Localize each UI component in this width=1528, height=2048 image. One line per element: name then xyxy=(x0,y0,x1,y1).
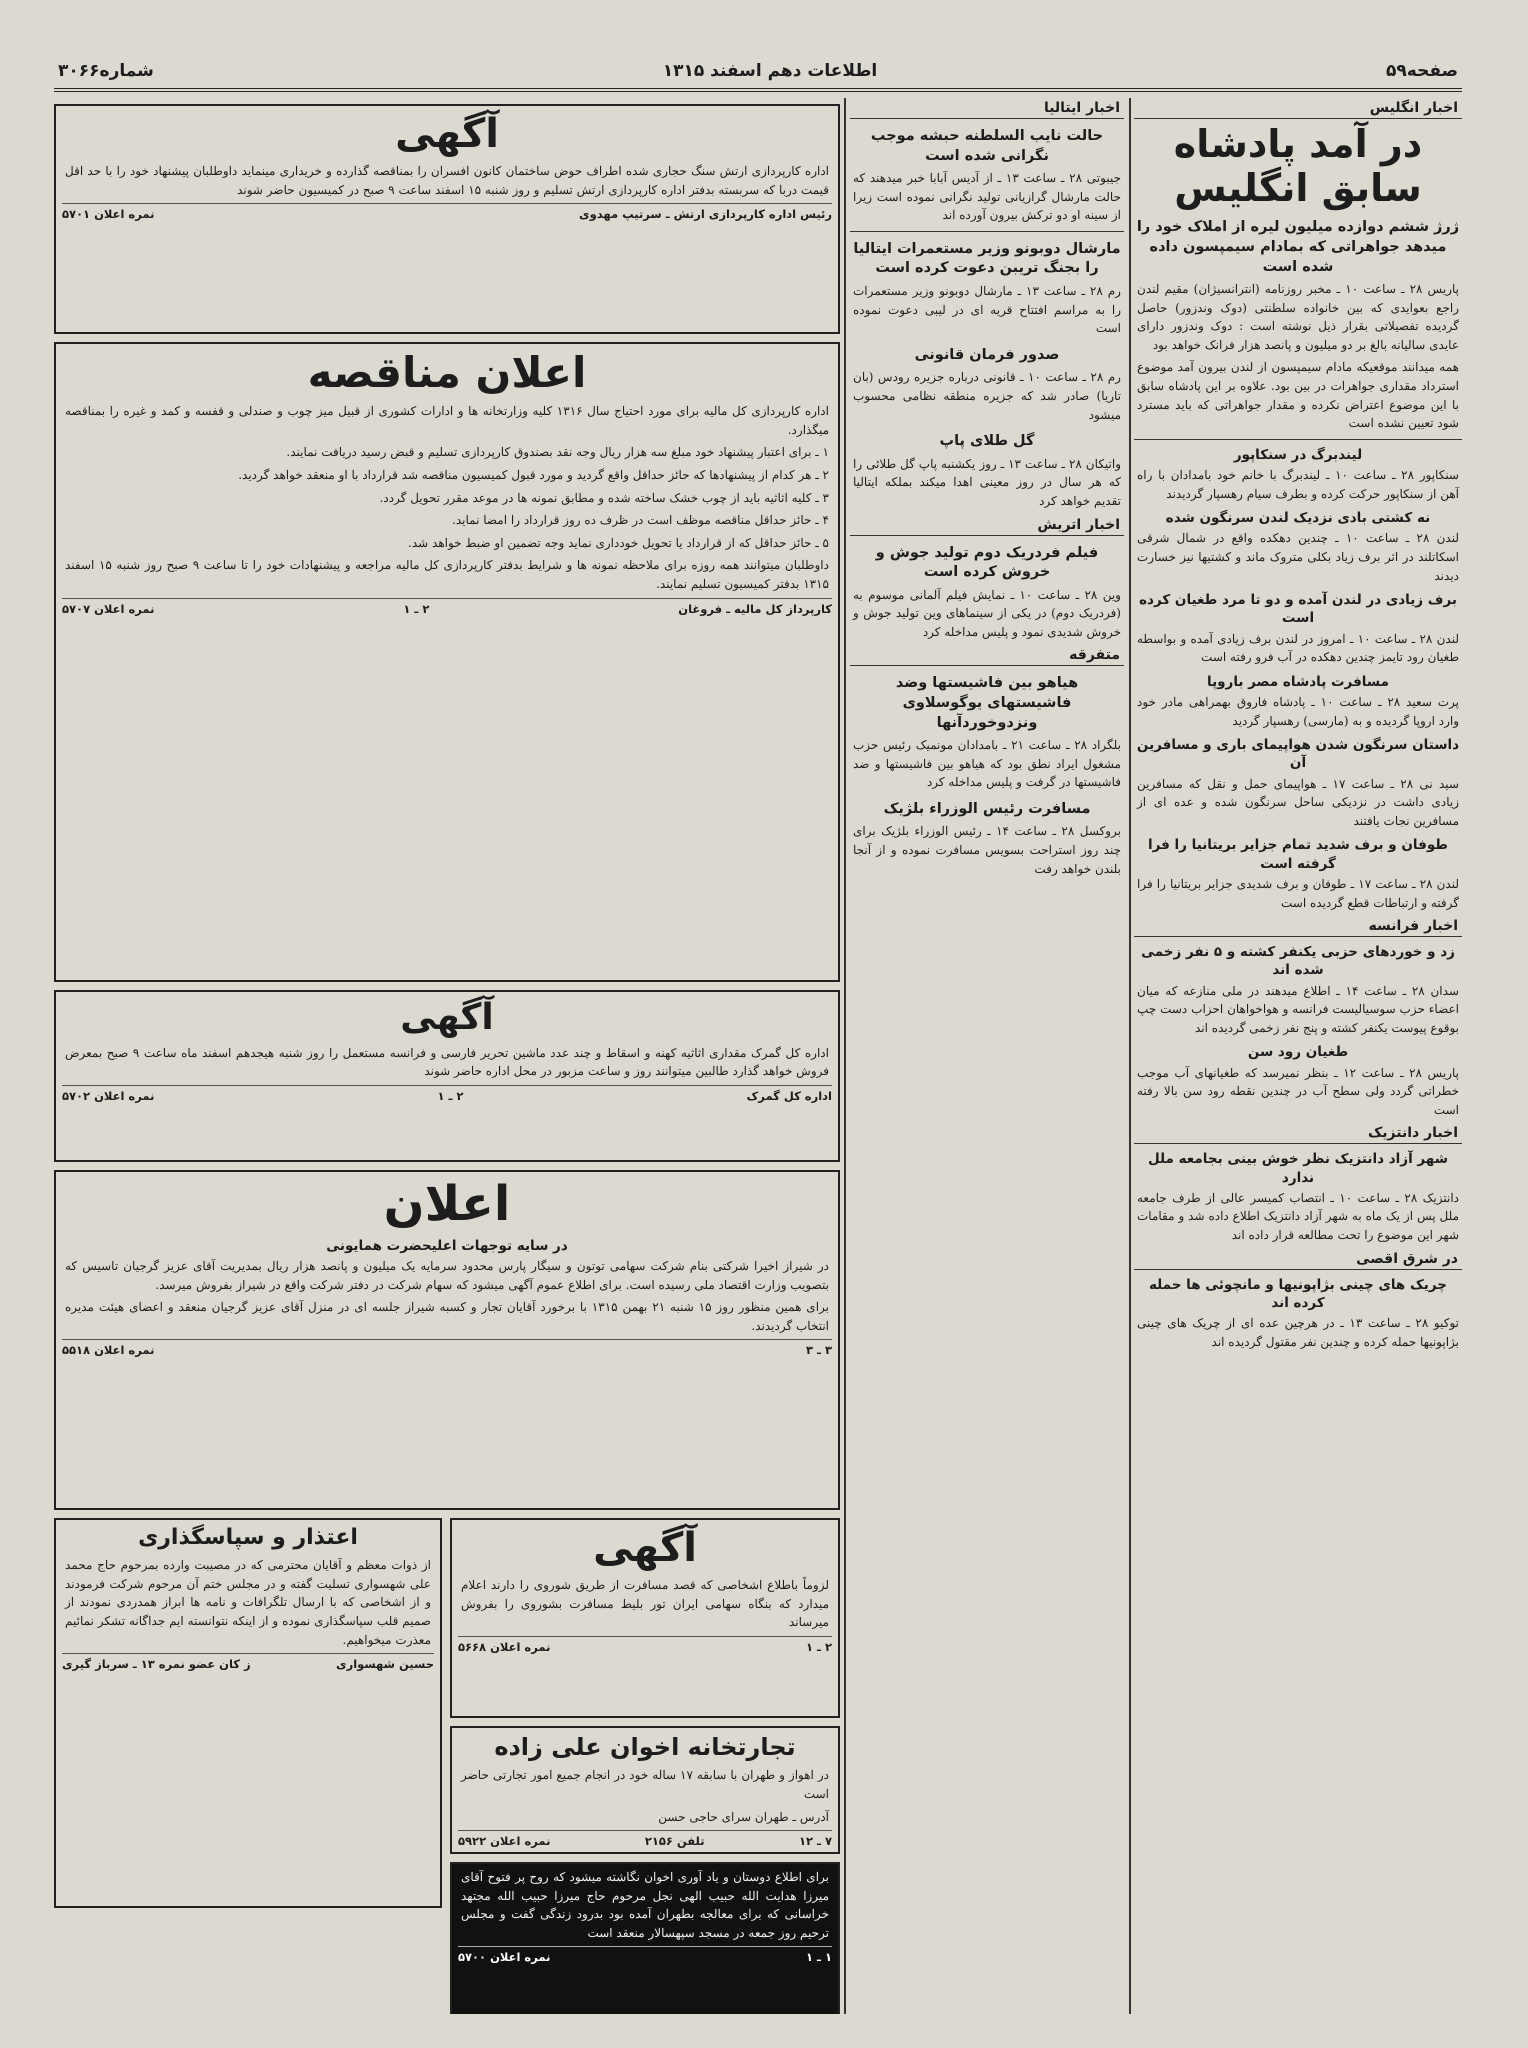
article-body: وین ۲۸ ـ ساعت ۱۰ ـ نمایش فیلم آلمانی موسوم به (فردریک دوم) در یکی از سینماهای وین تولید جوش و خروش شدیدی نمود و پلیس مداخله کرد xyxy=(853,587,1121,639)
ad-title: آگهی xyxy=(400,997,494,1038)
ad-signature: حسین شهسواری ز کان عضو نمره ۱۳ ـ سرباز گیری xyxy=(62,1653,434,1671)
page-number: صفحه۵۹ xyxy=(1386,61,1458,81)
ad-army-procurement xyxy=(54,104,840,334)
article-body: لندن ۲۸ ـ ساعت ۱۰ ـ چندین دهکده واقع در شمال شرقی اسکاتلند در اثر برف زیاد بکلی متروک ماند و کشتیها نیز خسارت دیدند xyxy=(1137,531,1459,583)
section-label: اخبار فرانسه xyxy=(1134,916,1462,937)
ad-tobacco-company xyxy=(54,1170,840,1510)
article-body: رم ۲۸ ـ ساعت ۱۳ ـ مارشال دوبونو وزیر مستعمرات را به مراسم افتتاح قریه ای در لیبی دعوت نموده است xyxy=(853,284,1121,336)
ad-memorial-notice xyxy=(450,1862,840,2014)
ad-body: داوطلبان میتوانند همه روزه برای ملاحظه نمونه ها و شرایط بدفتر کارپردازی کل مالیه مراجعه و پیشنهادات خود را تا ساعت ۹ صبح روز شنبه ۱۵ اسفند ۱۳۱۵ بدفتر کمیسیون تسلیم نمایند. xyxy=(65,558,829,591)
ad-clause: ۲ ـ هر کدام از پیشنهادها که حائز حداقل واقع گردید و مورد قبول کمیسیون مناقصه شد قرارداد با او منعقد خواهد گردید. xyxy=(238,467,829,482)
column-advertisements xyxy=(54,98,840,2014)
article-body: لندن ۲۸ ـ ساعت ۱۷ ـ طوفان و برف شدیدی جزایر بریتانیا را فرا گرفته و ارتباطات قطع گردیده است xyxy=(1137,876,1459,910)
newspaper-page xyxy=(54,54,1462,2014)
ad-signature: ۷ ـ ۱۲ تلفن ۲۱۵۶ نمره اعلان ۵۹۲۲ xyxy=(458,1830,832,1848)
ad-clause: ۵ ـ حائز حداقل که از قرارداد یا تحویل خودداری نماید وجه تضمین او ضبط خواهد شد. xyxy=(408,535,829,550)
ad-clause: ۱ ـ برای اعتبار پیشنهاد خود مبلغ سه هزار ریال وجه نقد بصندوق کارپردازی تسلیم و قبض رسید دریافت نمایند. xyxy=(286,445,829,460)
article-headline: داستان سرنگون شدن هواپیمای باری و مسافرین آن xyxy=(1136,737,1460,772)
article-headline: چریک های چینی بژاپونیها و مانچوئی ها حمله کرده اند xyxy=(1148,1276,1448,1311)
ad-subtitle: در سایه توجهات اعلیحضرت همایونی xyxy=(326,1237,568,1254)
article-body: بروکسل ۲۸ ـ ساعت ۱۴ ـ رئیس الوزراء بلژیک برای چند روز استراحت بسویس مسافرت نموده و از آنجا بلندن خواهد رفت xyxy=(853,824,1121,876)
article-body: دانتزیک ۲۸ ـ ساعت ۱۰ ـ انتصاب کمیسر عالی از طرف جامعه ملل پس از یک ماه به شهر آزاد دانتزیک اطلاع داده شد و مقامات شهر این موضوع را تحت مطالعه قرار داده اند xyxy=(1137,1190,1459,1242)
ad-body: در اهواز و طهران با سابقه ۱۷ ساله خود در انجام جمیع امور تجارتی حاضر است xyxy=(461,1768,829,1801)
ad-signature: ۱ ـ ۱ نمره اعلان ۵۷۰۰ xyxy=(458,1946,832,1964)
column-divider xyxy=(844,98,846,2014)
ad-signature: ۲ ـ ۱ نمره اعلان ۵۶۶۸ xyxy=(458,1636,832,1654)
article-body: جیبوتی ۲۸ ـ ساعت ۱۳ ـ از آدیس آبابا خبر میدهند که حالت مارشال گرازیانی تولید نگرانی نموده است زیرا از سینه او دو ترکش بیرون آورده اند xyxy=(853,171,1122,223)
article-body: همه میدانند موقعیکه مادام سیمپسون از لندن بیرون آمد موضوع استرداد مقداری جواهرات در بین بود. علاوه بر این پادشاه سابق با این موضوع اعتراض نکرده و مقدار جواهراتی که باید مسترد شود تعیین نشده است xyxy=(1137,360,1459,431)
masthead xyxy=(54,54,1462,92)
ad-body: اداره کارپردازی کل مالیه برای مورد احتیاج سال ۱۳۱۶ کلیه وزارتخانه ها و ادارات کشوری از قبیل میز چوب و صندلی و قفسه و کمد و غیره را بمناقصه میگذارد. xyxy=(65,404,829,437)
ad-customs-sale xyxy=(54,990,840,1162)
newspaper-title: اطلاعات دهم اسفند ۱۳۱۵ xyxy=(662,61,878,81)
article-headline: برف زیادی در لندن آمده و دو تا مرد طغیان کرده است xyxy=(1139,592,1457,627)
ad-title: اعلان مناقصه xyxy=(307,348,587,397)
ad-title: اعلان xyxy=(383,1176,511,1232)
ad-body: لزوماً باطلاع اشخاصی که قصد مسافرت از طریق شوروی را دارند اعلام میدارد که بنگاه سهامی ایران تور بلیط مسافرت بشوروی را بفروش میرساند xyxy=(461,1578,829,1630)
article-headline: شهر آزاد دانتزیک نظر خوش بینی بجامعه ملل ندارد xyxy=(1147,1151,1448,1186)
article-headline: طغیان رود سن xyxy=(1247,1044,1349,1061)
ad-title: آگهی xyxy=(593,1525,697,1571)
ad-trading-house xyxy=(450,1726,840,1854)
article-body: لندن ۲۸ ـ ساعت ۱۰ ـ امروز در لندن برف زیادی آمده و بواسطه طغیان رود تایمز چندین دهکده در آب فرو رفته است xyxy=(1137,631,1460,665)
ad-body: اداره کارپردازی ارتش سنگ حجاری شده اطراف حوض ساختمان کانون افسران را بمناقصه گذارده و خریداری مینماید داوطلبان پیشنهاد خود را با حد اقل قیمت دربا که سربسته بدفتر اداره کارپردازی ارتش تسلیم و روز شنبه ۱۵ اسفند ساعت ۹ صبح در کمیسیون حاضر شوند xyxy=(65,164,829,197)
ad-clause: ۴ ـ حائز حداقل مناقصه موظف است در ظرف ده روز قرارداد را امضا نماید. xyxy=(452,513,829,528)
ad-signature: ۳ ـ ۳ نمره اعلان ۵۵۱۸ xyxy=(62,1339,832,1357)
article-headline: مسافرت رئیس الوزراء بلژیک xyxy=(883,800,1091,817)
article-headline: طوفان و برف شدید تمام جزایر بریتانیا را فرا گرفته است xyxy=(1147,837,1449,872)
article-headline: زد و خوردهای حزبی یکنفر کشته و ۵ نفر زخمی شده اند xyxy=(1141,944,1455,979)
ad-title: تجارتخانه اخوان علی زاده xyxy=(494,1733,796,1761)
article-body: سید نی ۲۸ ـ ساعت ۱۷ ـ هواپیمای حمل و نقل که مسافرین زیادی داشت در نزدیکی ساحل سرنگون شده و عده ای از مسافرین نجات یافتند xyxy=(1137,776,1459,828)
ad-condolence xyxy=(54,1518,442,1908)
issue-number: شماره۳۰۶۶ xyxy=(58,61,154,81)
article-headline: هیاهو بین فاشیستها وضد فاشیستهای یوگوسلاوی ونزدوخوردآنها xyxy=(895,675,1079,731)
article-headline: لیندبرگ در سنکاپور xyxy=(1233,446,1363,463)
article-body: سنکاپور ۲۸ ـ ساعت ۱۰ ـ لیندبرگ با خانم خود بامدادان با راه آهن از سنکاپور حرکت کرده و بطرف سیام رهسپار گردیدند xyxy=(1137,468,1459,501)
ad-signature: اداره کل گمرک ۲ ـ ۱ نمره اعلان ۵۷۰۲ xyxy=(62,1085,832,1103)
article-body: پاریس ۲۸ ـ ساعت ۱۰ ـ مخبر روزنامه (انترانسیژان) مقیم لندن راجع بعوایدی که بین خانواده سلطنتی (دوک وندزور) حاصل گردیده تفصیلاتی بقرار ذیل نوشته است : دوک وندزور دارای عایدی سالیانه بالغ بر دو میلیون و پانصد هزار فرانک خواهد بود xyxy=(1137,282,1459,352)
article-headline: مسافرت پادشاه مصر باروپا xyxy=(1207,673,1389,690)
ad-travel-notice xyxy=(450,1518,840,1718)
article-headline: گل طلای پاپ xyxy=(939,433,1035,450)
column-divider xyxy=(1129,98,1131,2014)
column-italy-news xyxy=(850,98,1124,2014)
section-label: اخبار ایتالیا xyxy=(850,98,1124,119)
ad-address: آدرس ـ طهران سرای حاجی حسن xyxy=(658,1809,829,1824)
section-label: در شرق اقصی xyxy=(1134,1249,1462,1270)
article-body: بلگراد ۲۸ ـ ساعت ۲۱ ـ بامدادان مونمیک رئیس حزب مشغول ایراد نطق بود که هیاهو بین فاشیستها و ضد فاشیستها در گرفت و پلیس مداخله کرد xyxy=(853,738,1121,790)
article-body: واتیکان ۲۸ ـ ساعت ۱۳ ـ روز یکشنبه پاپ گل طلائی را که هر سال در روز معینی اهدا میکند بملکه ایتالیا تقدیم خواهد کرد xyxy=(853,456,1121,508)
section-label: اخبار انگلیس xyxy=(1134,98,1462,119)
ad-signature: کارپرداز کل مالیه ـ فروغان ۲ ـ ۱ نمره اعلان ۵۷۰۷ xyxy=(62,598,832,616)
article-body: توکیو ۲۸ ـ ساعت ۱۳ ـ در هرچین عده ای از چریک های چینی بژاپونیها حمله کرده و چندین نفر مقتول گردیده اند xyxy=(1137,1315,1460,1349)
ad-body: از ذوات معظم و آقایان محترمی که در مصیبت وارده بمرحوم حاج محمد علی شهسواری تسلیت گفته و در مجلس ختم آن مرحوم شرکت فرمودند و از اشخاصی که با ارسال تلگرافات و نامه ها ابراز همدردی نمودند از صمیم قلب سپاسگذاری نموده و از اینکه نتوانسته ایم جداگانه تشکر نمائیم معذرت میخواهیم. xyxy=(65,1558,431,1647)
article-body: پرت سعید ۲۸ ـ ساعت ۱۰ ـ پادشاه فاروق بهمراهی مادر خود وارد اروپا گردیده و به (مارسی) رهسپار گردید xyxy=(1137,695,1459,728)
main-headline: در آمد پادشاه سابق انگلیس xyxy=(1173,122,1423,210)
ad-body: برای اطلاع دوستان و یاد آوری اخوان نگاشته میشود که روح پر فتوح آقای میرزا هدایت الله حبیب الهی نجل مرحوم حاج میرزا حبیب الله مجتهد خراسانی که برای معالجه بطهران آمده بود بدرود زندگی گفت و مجلس ترحیم روز جمعه در مسجد سپهسالار منعقد است xyxy=(461,1870,829,1940)
ad-body: برای همین منظور روز ۱۵ شنبه ۲۱ بهمن ۱۳۱۵ با برخورد آقایان تجار و کسبه شیراز جلسه ای در منزل آقای عزیز گرجیان منعقد و اعضای هیئت مدیره انتخاب گردیدند. xyxy=(65,1300,829,1333)
section-label: اخبار دانتزیک xyxy=(1134,1123,1462,1144)
column-foreign-news xyxy=(1134,98,1462,2014)
article-headline: حالت نایب السلطنه حبشه موجب نگرانی شده است xyxy=(870,128,1104,164)
ad-signature: رئیس اداره کارپردازی ارتش ـ سرتیپ مهدوی نمره اعلان ۵۷۰۱ xyxy=(62,203,832,221)
ad-clause: ۳ ـ کلیه اثاثیه باید از چوب خشک ساخته شده و مطابق نمونه ها در موعد مقرر تحویل گردد. xyxy=(379,490,829,505)
article-body: پاریس ۲۸ ـ ساعت ۱۲ ـ بنظر نمیرسد که طغیانهای آب موجب خطراتی گردد ولی سطح آب در چندین نقطه رود سن بالا رفته است xyxy=(1137,1065,1459,1117)
article-headline: فیلم فردریک دوم تولید جوش و خروش کرده است xyxy=(875,544,1099,581)
section-label: اخبار اتریش xyxy=(850,515,1124,536)
ad-tender-announcement xyxy=(54,342,840,982)
article-body: رم ۲۸ ـ ساعت ۱۰ ـ قانونی درباره جزیره رودس (بان تاریا) صادر شد که جزیره منطقه نظامی محسوب میشود xyxy=(853,370,1121,422)
section-label: متفرقه xyxy=(850,645,1124,666)
ad-body: در شیراز اخیرا شرکتی بنام شرکت سهامی توتون و سیگار پارس محدود سرمایه یک میلیون و پانصد هزار ریال بمدیریت آقای عزیز گرجیان تاسیس که بتصویب وزارت اقتصاد ملی رسیده است. برای اطلاع عموم آگهی میشود که سهام شرکت در دفتر شرکت واقع در شیراز بفروش میرسد. xyxy=(65,1259,829,1292)
ad-title: اعتذار و سپاسگذاری xyxy=(138,1525,358,1550)
headline-subhead: ژرژ ششم دوازده میلیون لیره از املاک خود را میدهد جواهراتی که بمادام سیمپسون داده شده است xyxy=(1136,219,1460,275)
ad-body: اداره کل گمرک مقداری اثاثیه کهنه و اسقاط و چند عدد ماشین تحریر فارسی و فرانسه مستعمل را روز شنبه هیجدهم اسفند ماه ساعت ۹ صبح بمعرض فروش خواهد گذارد طالبین میتوانند روز و ساعت مزبور در محل اداره حاضر شوند xyxy=(65,1045,829,1079)
article-headline: نه کشتی بادی نزدیک لندن سرنگون شده xyxy=(1165,510,1431,527)
article-body: سدان ۲۸ ـ ساعت ۱۴ ـ اطلاع میدهند در ملی منازعه که میان اعضاء حزب سوسیالیست فرانسه و هواخواهان احزاب دست چپ بوقوع پیوست یکنفر کشته و پنج نفر زخمی گردیده اند xyxy=(1137,983,1459,1035)
article-headline: مارشال دوبونو وزیر مستعمرات ایتالیا را بجنگ تریبن دعوت کرده است xyxy=(853,240,1121,277)
article-headline: صدور فرمان قانونی xyxy=(914,346,1060,363)
ad-title: آگهی xyxy=(395,111,499,157)
